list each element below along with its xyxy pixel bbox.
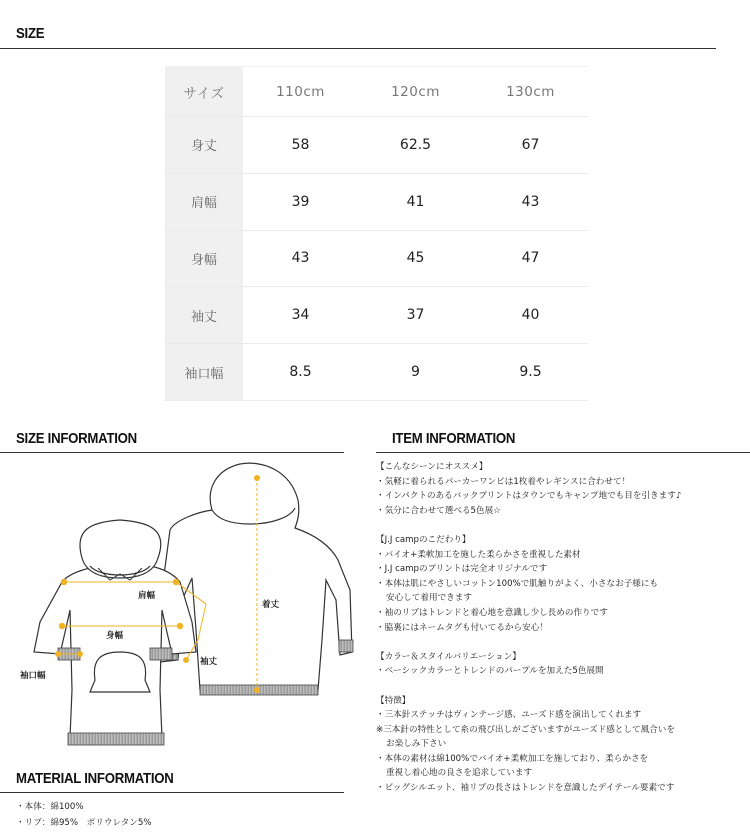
info-line: 重視し着心地の良さを追求しています — [386, 768, 533, 779]
info-line: ・袖のリブはトレンドと着心地を意識し少し長めの作りです — [376, 607, 608, 618]
info-line: ・気軽に着られるパーカーワンピは1枚着やレギンスに合わせて！ — [376, 476, 631, 487]
label-body-width: 身幅 — [106, 631, 124, 641]
table-row — [165, 344, 588, 401]
size-column-130: 130cm — [473, 67, 588, 117]
info-line: ・ベーシックカラーとトレンドのパープルを加えた5色展開 — [376, 666, 604, 677]
info-line: お楽しみ下さい — [386, 739, 447, 750]
table-cell: 45 — [358, 230, 473, 287]
row-label: 身丈 — [165, 117, 243, 174]
table-cell: 41 — [358, 173, 473, 230]
label-shoulder: 肩幅 — [138, 591, 156, 601]
material-information-title: MATERIAL INFORMATION — [16, 770, 174, 787]
info-line: ・ビッグシルエット、袖リブの長さはトレンドを意識したデイテール要素です — [376, 783, 675, 794]
back-cuff-right — [339, 640, 353, 652]
table-cell: 8.5 — [243, 344, 358, 401]
info-group — [376, 533, 748, 635]
info-group-title: 【こんなシーンにオススメ】 — [376, 462, 488, 472]
info-group-title: 【J.J campのこだわり】 — [376, 534, 471, 545]
info-group-title: 【カラー＆スタイルバリエーション】 — [376, 651, 521, 662]
table-cell: 67 — [473, 117, 588, 174]
size-table — [165, 66, 588, 401]
table-cell: 40 — [473, 287, 588, 344]
item-information-body — [376, 460, 748, 810]
table-cell: 62.5 — [358, 117, 473, 174]
size-column-120: 120cm — [358, 67, 473, 117]
size-table-header-row — [165, 67, 588, 117]
front-hem-rib — [68, 733, 164, 745]
table-cell: 39 — [243, 173, 358, 230]
material-information-rule — [0, 792, 344, 793]
item-information-rule — [376, 452, 750, 453]
info-group — [376, 650, 748, 679]
label-length: 着丈 — [262, 600, 280, 610]
size-information-title: SIZE INFORMATION — [16, 430, 137, 447]
table-cell: 37 — [358, 287, 473, 344]
info-line: 安心して着用できます — [386, 593, 472, 604]
table-cell: 9.5 — [473, 344, 588, 401]
table-cell: 34 — [243, 287, 358, 344]
info-group — [376, 460, 748, 518]
item-information-title: ITEM INFORMATION — [392, 430, 516, 447]
table-cell: 43 — [243, 230, 358, 287]
material-line: ・リブ：綿95% ポリウレタン5% — [16, 818, 152, 828]
table-cell: 47 — [473, 230, 588, 287]
size-section-title: SIZE — [16, 25, 45, 42]
material-line: ・本体：綿100% — [16, 802, 84, 812]
size-section-rule — [0, 48, 716, 49]
size-table-corner: サイズ — [165, 67, 243, 117]
size-column-110: 110cm — [243, 67, 358, 117]
info-line: ・インパクトのあるバックプリントはタウンでもキャンプ地でも目を引きます♪ — [376, 491, 682, 502]
row-label: 袖口幅 — [165, 344, 243, 401]
front-cuff-right — [150, 648, 172, 660]
table-row — [165, 117, 588, 174]
info-line: ・本体は肌にやさしいコットン100%で肌触りがよく、小さなお子様にも — [376, 578, 659, 589]
table-row — [165, 287, 588, 344]
row-label: 袖丈 — [165, 287, 243, 344]
info-line: ・J.J campのプリントは完全オリジナルです — [376, 564, 548, 575]
info-line: ・脇裏にはネームタグも付いてるから安心！ — [376, 622, 548, 633]
info-line: ・気分に合わせて選べる5色展☆ — [376, 505, 501, 516]
info-line: ・バイオ+柔軟加工を施した柔らかさを重視した素材 — [376, 549, 581, 560]
row-label: 肩幅 — [165, 173, 243, 230]
info-group — [376, 694, 748, 796]
info-line: ※三本針の特性として糸の飛び出しがございますがユーズド感として風合いを — [376, 724, 675, 735]
table-row — [165, 230, 588, 287]
table-cell: 43 — [473, 173, 588, 230]
table-row — [165, 173, 588, 230]
table-cell: 9 — [358, 344, 473, 401]
table-cell: 58 — [243, 117, 358, 174]
info-group-title: 【特徴】 — [376, 695, 411, 706]
info-line: ・三本針ステッチはヴィンテージ感、ユーズド感を演出してくれます — [376, 710, 642, 721]
label-cuff: 袖口幅 — [20, 671, 46, 681]
info-line: ・本体の素材は綿100%でバイオ+柔軟加工を施しており、柔らかさを — [376, 753, 649, 764]
hoodie-dress-illustration — [0, 452, 360, 757]
material-information-body — [16, 799, 152, 831]
label-sleeve: 袖丈 — [200, 657, 218, 667]
row-label: 身幅 — [165, 230, 243, 287]
